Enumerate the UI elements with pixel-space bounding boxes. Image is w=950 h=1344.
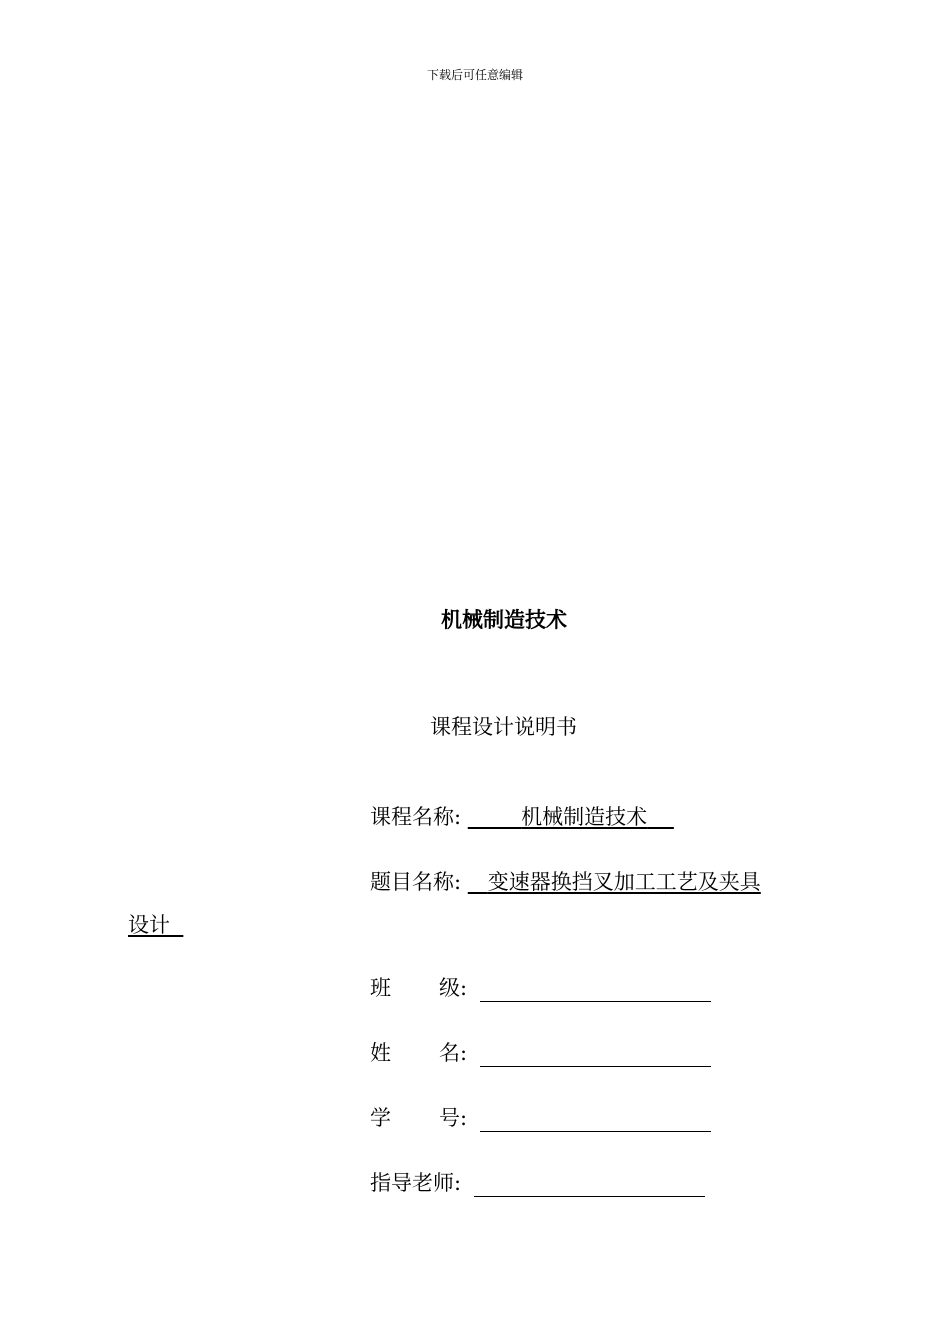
student-id-label-char1: 学 bbox=[370, 1106, 391, 1130]
course-name-label: 课程名称: bbox=[370, 805, 462, 829]
header-note: 下载后可任意编辑 bbox=[426, 68, 523, 82]
advisor-label: 指导老师: bbox=[370, 1171, 462, 1195]
student-id-label-char2: 号: bbox=[439, 1106, 468, 1130]
name-row bbox=[370, 1037, 711, 1067]
class-label-char2: 级: bbox=[439, 976, 468, 1000]
topic-name-value-continued: 设计 bbox=[128, 913, 170, 937]
name-label-char2: 名: bbox=[439, 1041, 468, 1065]
course-name-row bbox=[370, 801, 674, 831]
topic-name-label: 题目名称: bbox=[370, 870, 462, 894]
class-blank-line bbox=[480, 979, 711, 1002]
student-id-blank-line bbox=[480, 1109, 711, 1132]
topic-name-row bbox=[370, 866, 761, 896]
class-row bbox=[370, 972, 711, 1002]
course-name-value: 机械制造技术 bbox=[521, 805, 648, 829]
advisor-row bbox=[370, 1167, 705, 1197]
document-subtitle: 课程设计说明书 bbox=[430, 715, 577, 739]
document-title: 机械制造技术 bbox=[441, 607, 567, 632]
class-label-char1: 班 bbox=[370, 976, 391, 1000]
name-label-char1: 姓 bbox=[370, 1041, 391, 1065]
student-id-row bbox=[370, 1102, 711, 1132]
topic-name-value: 变速器换挡叉加工工艺及夹具 bbox=[487, 870, 761, 894]
name-blank-line bbox=[480, 1044, 711, 1067]
advisor-blank-line bbox=[474, 1174, 705, 1197]
